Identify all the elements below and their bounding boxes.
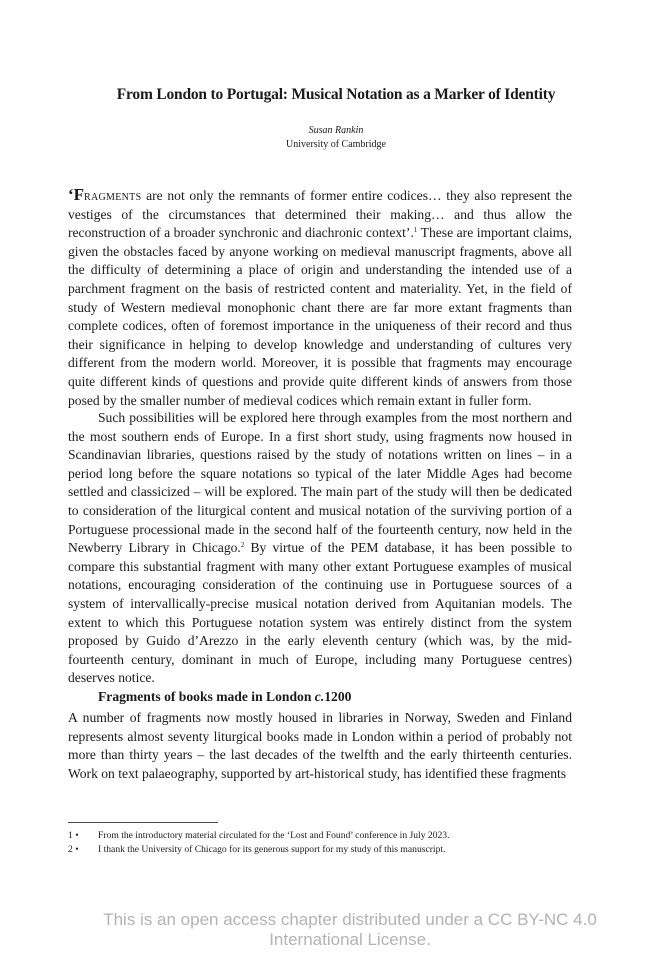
section-heading-year: 1200 — [324, 689, 352, 704]
paragraph-text: are not only the remnants of former entire codices… they also represent the vestiges of the circumstances that determined their making… and thus allow the reconstruction of a broader synchronic and diachronic context’. — [68, 188, 572, 241]
paragraph-scope — [68, 409, 572, 688]
footnote-1 — [68, 829, 572, 843]
article-title: From London to Portugal: Musical Notation as a Marker of Identity — [116, 86, 556, 103]
section-heading-text: Fragments of books made in London — [98, 689, 315, 704]
paragraph-text: These are important claims, given the obstacles faced by anyone working on medieval manuscript fragments, above all the difficulty of determining a place of origin and understanding the intended use of a parchment fragment on the basis of restricted content and materiality. Yet, in the field of study of Western medieval monophonic chant there are far more extant fragments than complete codices, often of foremost importance in the uniqueness of their record and thus their significance in helping to develop knowledge and understanding of cultures very different from the modern world. Moreover, it is possible that fragments may encourage quite different kinds of questions and provide quite different kinds of answers from those posed by the smaller number of medieval codices which remain extant in fuller form. — [68, 225, 573, 408]
footnote-divider — [68, 822, 218, 823]
paragraph-london: A number of fragments now mostly housed in libraries in Norway, Sweden and Finland represents almost seventy liturgical books made in London within a period of probably not more than thirty years – the last decades of the twelfth and the early thirteenth centuries. Work on text palaeography, supported by art-historical study, has identified these fragments — [68, 710, 572, 781]
opening-letter: ‘F — [68, 185, 85, 204]
footnote-2 — [68, 843, 572, 857]
paragraph-text: By virtue of the PEM database, it has been possible to compare this substantial fragment with many other extant Portuguese examples of musical notations, encouraging consideration of the continuing use in Portuguese sources of a system of intervallically-precise musical notation derived from Aquitanian models. The extent to which this Portuguese notation system was entirely distinct from the system proposed by Guido d’Arezzo in the early eleventh century (which was, by the mid-fourteenth century, dominant in much of Europe, including many Portuguese centres) deserves notice. — [68, 540, 572, 686]
opening-smallcaps: ragments — [84, 188, 142, 203]
section-heading — [98, 689, 351, 705]
author-name: Susan Rankin — [308, 125, 364, 136]
paragraph-intro — [68, 186, 572, 410]
footnote-text: From the introductory material circulated for the ‘Lost and Found’ conference in July 2023. — [98, 830, 450, 841]
author-affiliation: University of Cambridge — [286, 139, 386, 150]
footnote-number: 1 • — [68, 830, 79, 841]
footnote-number: 2 • — [68, 843, 79, 855]
paragraph-text: Such possibilities will be explored here through examples from the most northern and the most southern ends of Europe. In a first short study, using fragments now housed in Scandinavian libraries, questions raised by the study of notations written on lines – in a period long before the square notations so typical of the later Middle Ages had become settled and classicized – will be explored. The main part of the study will then be dedicated to consideration of the liturgical content and musical notation of the surviving portion of a Portuguese processional made in the second half of the fourteenth century, now held in the Newberry Library in Chicago. — [68, 410, 572, 556]
footnote-ref-1[interactable]: 1 — [413, 226, 418, 235]
footnote-text: I thank the University of Chicago for its generous support for my study of this manuscript. — [98, 843, 446, 855]
section-heading-circa: c. — [314, 689, 325, 704]
footnote-ref-2[interactable]: 2 — [240, 541, 245, 550]
license-notice: This is an open access chapter distributed under a CC BY-NC 4.0 International License. — [103, 910, 597, 949]
footnotes — [68, 829, 572, 856]
